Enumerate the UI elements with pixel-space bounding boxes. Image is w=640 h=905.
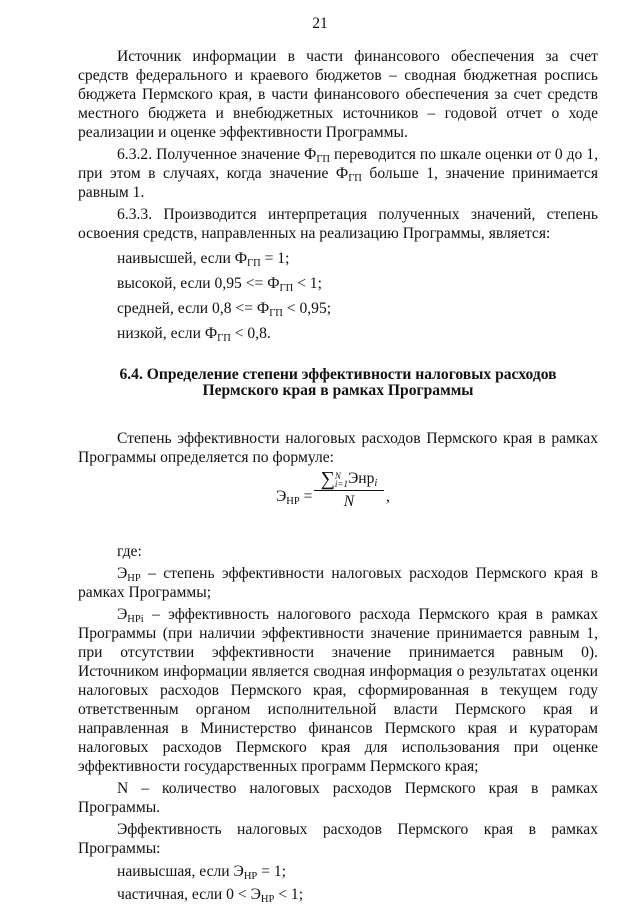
where-label: где: <box>117 543 142 560</box>
efficiency-item-text: наивысшая, если Э <box>117 863 244 880</box>
formula-lhs <box>276 487 312 506</box>
formula-denominator: N <box>343 493 355 510</box>
scale-item-tail: < 0,95; <box>282 300 332 317</box>
efficiency-item-tail: = 1; <box>257 863 286 880</box>
efficiency-item-tail: < 1; <box>274 886 304 903</box>
definition-n: N – количество налоговых расходов Пермского края в рамках Программы. <box>78 780 598 816</box>
page-number: 21 <box>312 15 328 32</box>
sum-lower-limit: i=1 <box>334 479 348 489</box>
definition-enri <box>78 605 598 776</box>
source-info-paragraph: Источник информации в части финансового обеспечения за счет средств федерального и краевого бюджетов – сводная бюджетная роспись бюджета Пермского края, в части финансового обеспечения за счет средств местного бюджета и внебюджетных источников – годовой отчет о ходе реализации и оценке эффективности Программы. <box>78 48 598 141</box>
sum-upper-limit: N <box>334 471 341 481</box>
efficiency-subscript: НР <box>243 871 258 882</box>
efficiency-item <box>78 885 598 904</box>
scale-item-text: высокой, если 0,95 <= Ф <box>117 275 280 292</box>
sum-limits <box>335 472 348 488</box>
enr-text: – степень эффективности налоговых расходов Пермского края в рамках Программы; <box>78 565 598 601</box>
page-content <box>78 47 598 904</box>
formula-comma: , <box>386 488 390 505</box>
section-heading-line-1: 6.4. Определение степени эффективности налоговых расходов <box>119 366 557 383</box>
formula-fraction <box>314 469 384 511</box>
efficiency-intro: Эффективность налоговых расходов Пермского края в рамках Программы: <box>78 821 598 857</box>
paragraph-6-3-2 <box>78 145 598 202</box>
efficiency-item-text: частичная, если 0 < Э <box>117 886 261 903</box>
scale-item-tail: = 1; <box>260 250 290 267</box>
formula-intro: Степень эффективности налоговых расходов Пермского края в рамках Программы определяется по формуле: <box>78 430 598 466</box>
scale-item-text: средней, если 0,8 <= Ф <box>117 300 270 317</box>
efficiency-subscript: НР <box>260 894 275 905</box>
scale-item-text: наивысшей, если Ф <box>117 250 248 267</box>
formula-numerator <box>314 469 384 491</box>
numerator-term: Энр <box>347 470 375 487</box>
scale-item <box>78 249 598 268</box>
efficiency-formula <box>268 469 598 523</box>
scale-item <box>78 324 598 343</box>
formula-lhs-symbol: Э <box>276 488 287 505</box>
p632-text-a: 6.3.2. Полученное значение Ф <box>117 146 317 163</box>
subscript-gp: ГП <box>247 258 261 269</box>
paragraph-6-3-3: 6.3.3. Производится интерпретация полученных значений, степень освоения средств, направленных на реализацию Программы, является: <box>78 206 598 242</box>
formula-lhs-subscript: НР <box>286 496 300 507</box>
enr-subscript: НР <box>127 573 141 584</box>
subscript-gp: ГП <box>217 333 231 344</box>
enri-symbol: Э <box>117 606 128 623</box>
subscript-gp: ГП <box>279 283 294 294</box>
p632-text-c: больше 1, значение принимается равным 1. <box>78 165 599 201</box>
scale-item <box>78 299 598 318</box>
enri-subscript: НРi <box>127 614 144 625</box>
subscript-gp: ГП <box>316 154 330 165</box>
numerator-subscript: i <box>374 478 378 489</box>
section-heading <box>78 367 598 399</box>
enr-symbol: Э <box>117 565 128 582</box>
scale-item-text: низкой, если Ф <box>117 325 218 342</box>
definition-enr <box>78 564 598 602</box>
scale-item-tail: < 0,8. <box>230 325 271 342</box>
formula-equals: = <box>299 488 313 505</box>
p632-text-b: переводится по шкале оценки от 0 до 1, при этом в случаях, когда значение Ф <box>78 146 598 182</box>
enri-text: – эффективность налогового расхода Пермского края в рамках Программы (при наличии эффективности значение принимается равным 1, при отсутствии эффективности значение принимается равным 0). Источником информации является сводная информация о результатах оценки налоговых расходов Пермского края, сформированная в текущем году ответственным органом исполнительной власти Пермского края и направленная в Министерство финансов Пермского края и кураторам налоговых расходов Пермского края для использования при оценке эффективности государственных программ Пермского края; <box>78 606 598 775</box>
section-heading-line-2: Пермского края в рамках Программы <box>202 382 474 399</box>
scale-item-tail: < 1; <box>293 275 322 292</box>
subscript-gp: ГП <box>269 308 283 319</box>
scale-item <box>78 274 598 293</box>
sum-sign: ∑ <box>320 468 335 490</box>
efficiency-item <box>78 862 598 881</box>
subscript-gp: ГП <box>348 173 362 184</box>
